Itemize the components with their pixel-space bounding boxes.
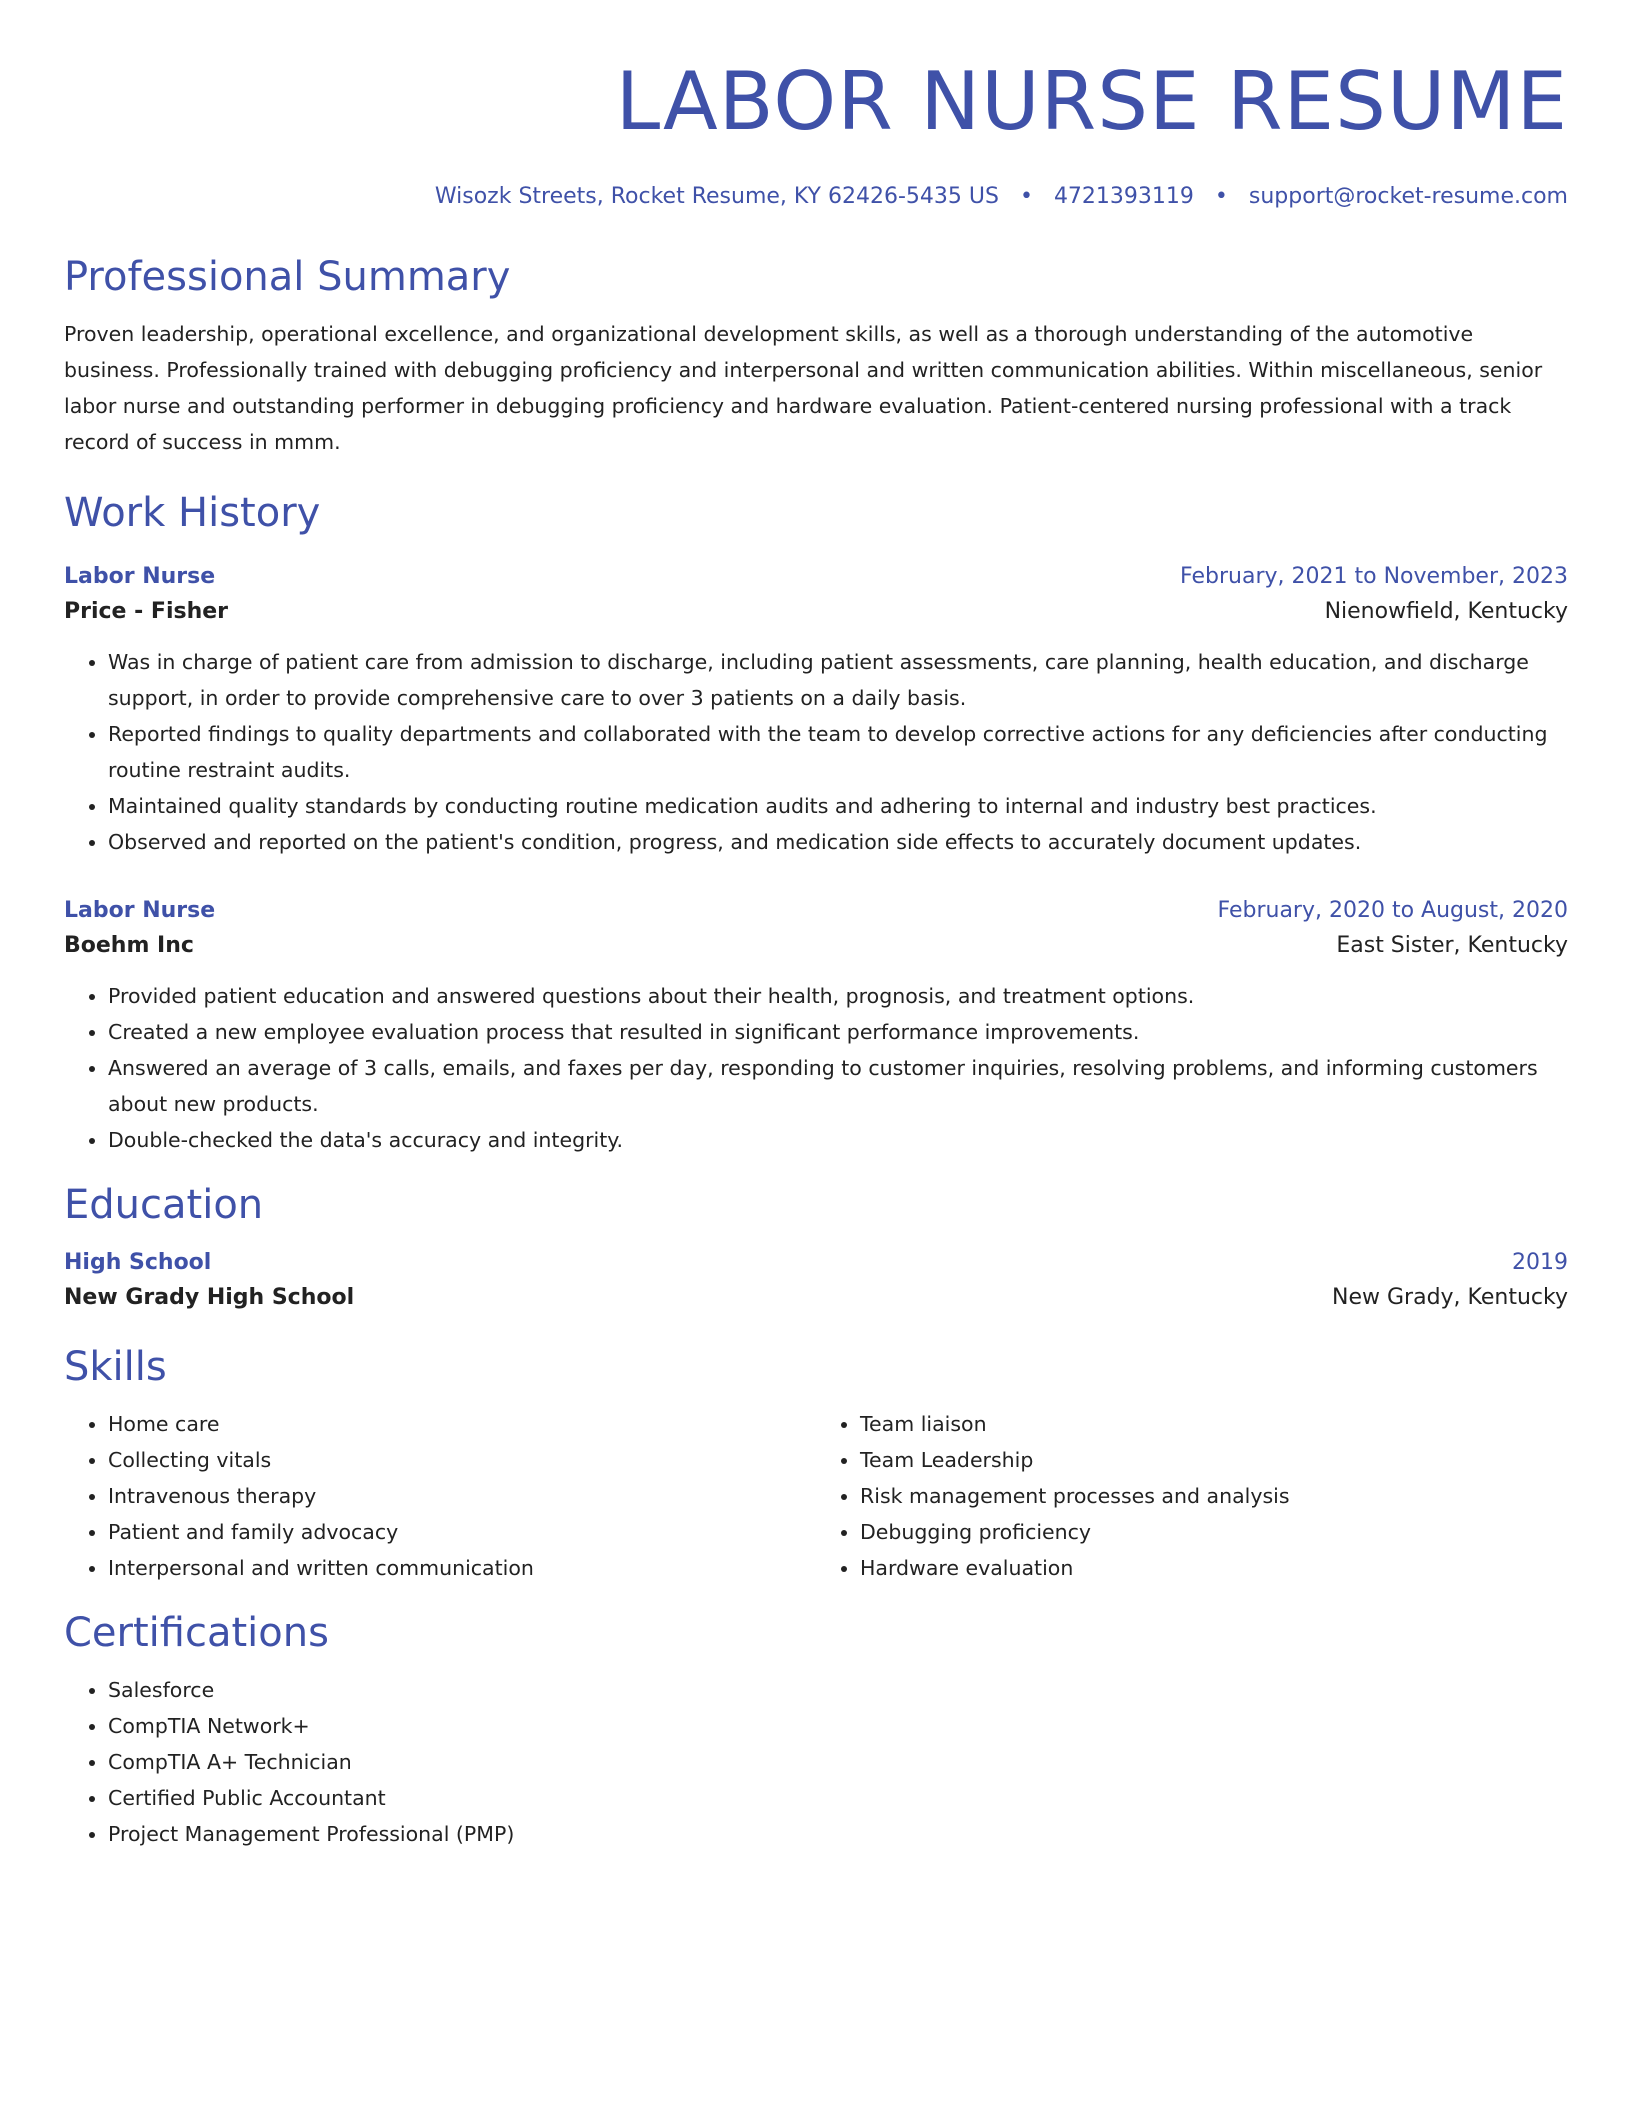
job-title: Labor Nurse — [64, 898, 216, 923]
job-company: Boehm Inc — [64, 933, 194, 958]
job-location: East Sister, Kentucky — [1336, 933, 1568, 958]
skill-item: • Patient and family advocacy — [108, 1514, 816, 1550]
skills-column-left — [64, 1406, 816, 1586]
job-location: Nienowfield, Kentucky — [1324, 599, 1568, 624]
work-history-heading: Work History — [64, 490, 321, 536]
skill-item: • Intravenous therapy — [108, 1478, 816, 1514]
skill-item: • Debugging proficiency — [860, 1514, 1568, 1550]
contact-separator: • — [1019, 184, 1033, 209]
education-location: New Grady, Kentucky — [1332, 1285, 1568, 1310]
job-bullet: • Created a new employee evaluation process that resulted in significant performance improvements. — [108, 1014, 1568, 1050]
job-bullet: • Was in charge of patient care from admission to discharge, including patient assessments, care planning, health education, and discharge support, in order to provide comprehensive care to over 3 patients on a daily basis. — [108, 644, 1568, 716]
certification-item: • CompTIA A+ Technician — [108, 1744, 1568, 1780]
certification-item: • CompTIA Network+ — [108, 1708, 1568, 1744]
contact-phone: 4721393119 — [1053, 184, 1194, 209]
resume-title: LABOR NURSE RESUME — [615, 55, 1568, 148]
certification-item: • Salesforce — [108, 1672, 1568, 1708]
skill-item: • Interpersonal and written communication — [108, 1550, 816, 1586]
education-school: New Grady High School — [64, 1285, 355, 1310]
contact-separator: • — [1214, 184, 1228, 209]
education-entry — [64, 1246, 1568, 1316]
education-year: 2019 — [1512, 1250, 1568, 1275]
job-bullets — [64, 644, 1568, 860]
job-entry — [64, 894, 1568, 1158]
education-heading: Education — [64, 1182, 264, 1228]
job-entry — [64, 560, 1568, 860]
skill-item: • Collecting vitals — [108, 1442, 816, 1478]
certifications-list — [64, 1672, 1568, 1852]
skills-column-right — [816, 1406, 1568, 1586]
skills-heading: Skills — [64, 1344, 167, 1390]
skill-item: • Team liaison — [860, 1406, 1568, 1442]
skill-item: • Risk management processes and analysis — [860, 1478, 1568, 1514]
summary-heading: Professional Summary — [64, 254, 511, 300]
job-bullet: • Reported findings to quality departments and collaborated with the team to develop corrective actions for any deficiencies after conducting routine restraint audits. — [108, 716, 1568, 788]
certification-item: • Project Management Professional (PMP) — [108, 1816, 1568, 1852]
job-dates: February, 2020 to August, 2020 — [1217, 898, 1568, 923]
job-bullet: • Maintained quality standards by conducting routine medication audits and adhering to internal and industry best practices. — [108, 788, 1568, 824]
certification-item: • Certified Public Accountant — [108, 1780, 1568, 1816]
contact-email[interactable]: support@rocket-resume.com — [1248, 184, 1568, 209]
skill-item: • Home care — [108, 1406, 816, 1442]
job-title: Labor Nurse — [64, 564, 216, 589]
summary-text: Proven leadership, operational excellence, and organizational development skills, as well as a thorough understanding of the automotive business. Professionally trained with debugging proficiency and interpersonal and written communication abilities. Within miscellaneous, senior labor nurse and outstanding performer in debugging proficiency and hardware evaluation. Patient-centered nursing professional with a track record of success in mmm. — [64, 322, 1543, 454]
job-bullet: • Observed and reported on the patient's condition, progress, and medication side effects to accurately document updates. — [108, 824, 1568, 860]
skill-item: • Hardware evaluation — [860, 1550, 1568, 1586]
job-company: Price - Fisher — [64, 599, 229, 624]
job-bullet: • Double-checked the data's accuracy and integrity. — [108, 1122, 1568, 1158]
education-degree: High School — [64, 1250, 212, 1275]
contact-address: Wisozk Streets, Rocket Resume, KY 62426-5435 US — [434, 184, 999, 209]
certifications-heading: Certifications — [64, 1610, 329, 1656]
job-bullets — [64, 978, 1568, 1158]
job-bullet: • Provided patient education and answered questions about their health, prognosis, and treatment options. — [108, 978, 1568, 1014]
skill-item: • Team Leadership — [860, 1442, 1568, 1478]
skills-grid — [64, 1406, 1568, 1586]
contact-line — [64, 182, 1568, 212]
job-bullet: • Answered an average of 3 calls, emails, and faxes per day, responding to customer inquiries, resolving problems, and informing customers about new products. — [108, 1050, 1568, 1122]
job-dates: February, 2021 to November, 2023 — [1180, 564, 1568, 589]
